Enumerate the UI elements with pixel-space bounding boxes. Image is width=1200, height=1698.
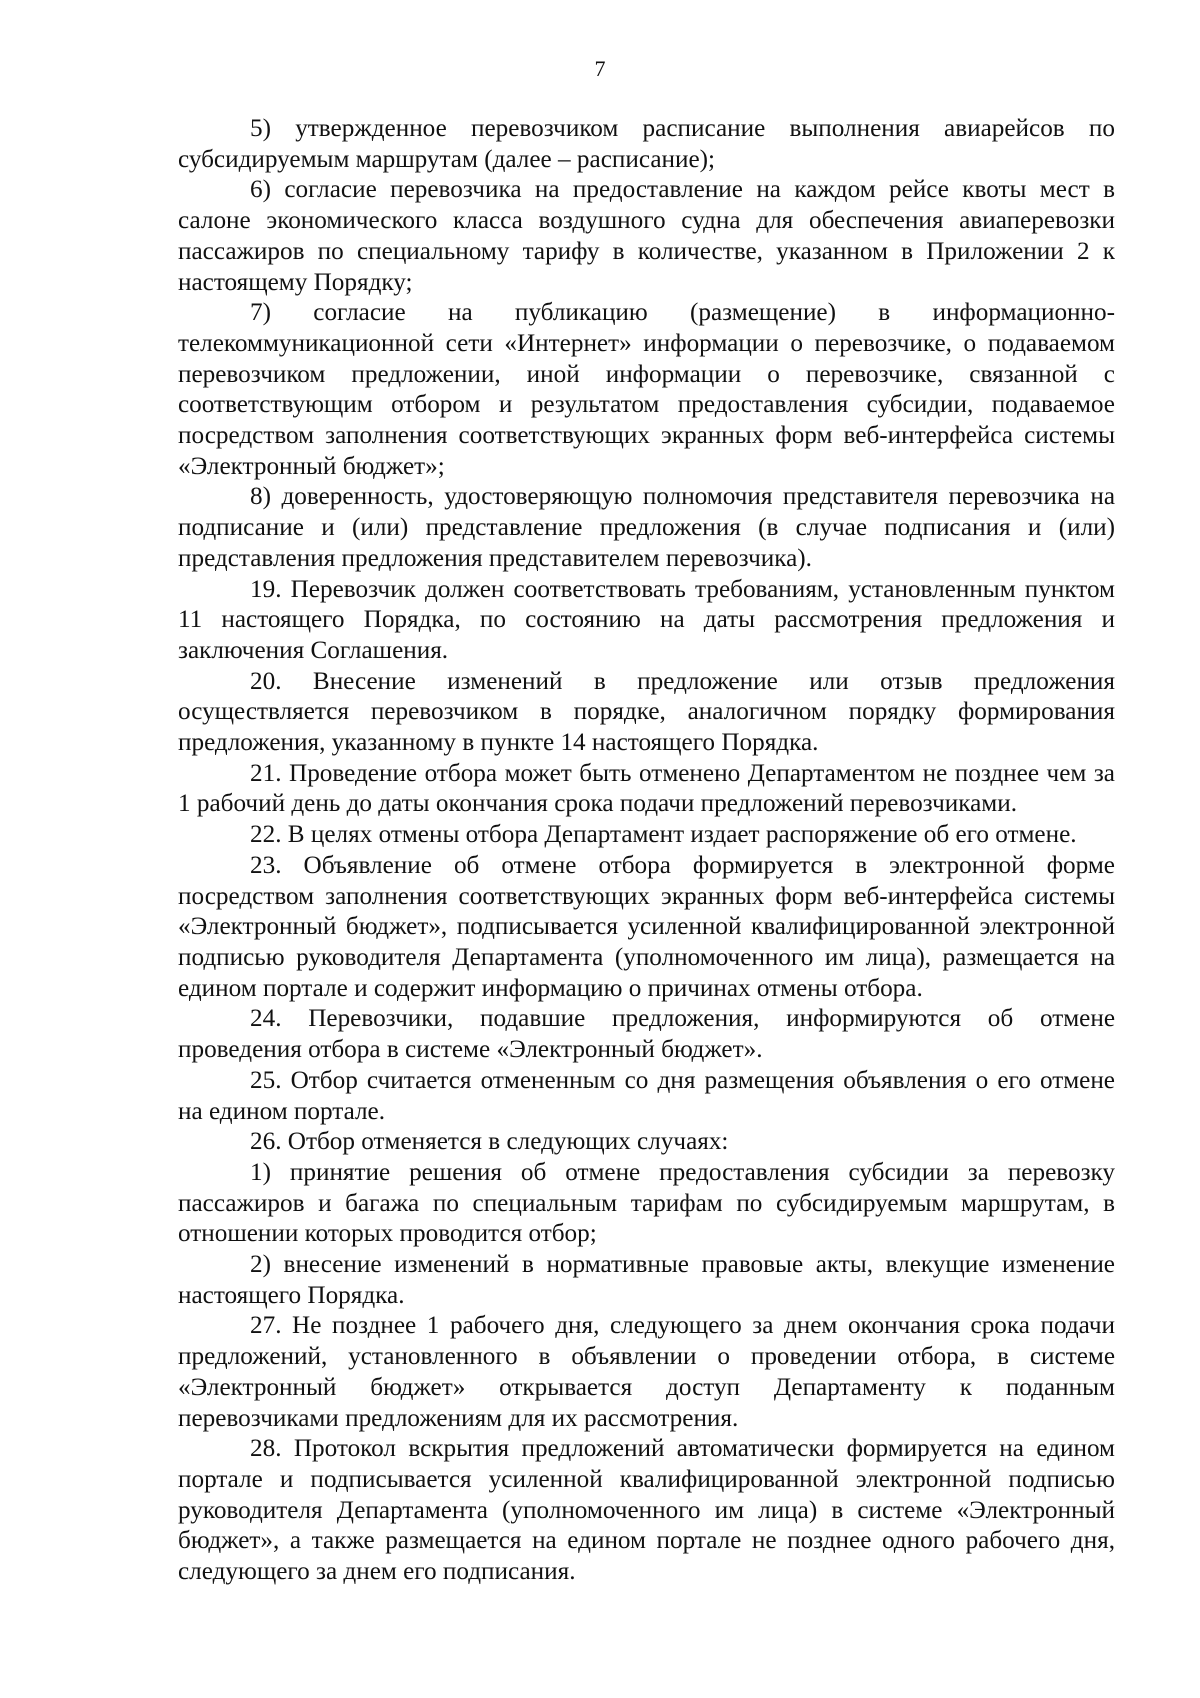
paragraph-23: 23. Объявление об отмене отбора формируется в электронной форме посредством заполнения соответствующих экранных форм веб-интерфейса системы «Электронный бюджет», подписывается усиленной квалифицированной электронной подписью руководителя Департамента (уполномоченного им лица), размещается на едином портале и содержит информацию о причинах отмены отбора. [178, 851, 1115, 1002]
paragraph-21: 21. Проведение отбора может быть отменено Департаментом не позднее чем за 1 рабочий день до даты окончания срока подачи предложений перевозчиками. [178, 759, 1115, 818]
document-body [178, 114, 1115, 1588]
page-number: 7 [594, 56, 606, 81]
paragraph-22: 22. В целях отмены отбора Департамент издает распоряжение об его отмене. [250, 821, 1077, 849]
paragraph-24: 24. Перевозчики, подавшие предложения, информируются об отмене проведения отбора в системе «Электронный бюджет». [178, 1005, 1115, 1064]
paragraph-26-item-2: 2) внесение изменений в нормативные правовые акты, влекущие изменение настоящего Порядка. [178, 1251, 1115, 1309]
paragraph-27: 27. Не позднее 1 рабочего дня, следующего за днем окончания срока подачи предложений, установленного в объявлении о проведении отбора, в системе «Электронный бюджет» открывается доступ Департаменту к поданным перевозчиками предложениям для их рассмотрения. [178, 1312, 1115, 1432]
paragraph-item-5-schedule: 5) утвержденное перевозчиком расписание выполнения авиарейсов по субсидируемым маршрутам (далее – расписание); [178, 115, 1115, 173]
paragraph-25: 25. Отбор считается отмененным со дня размещения объявления о его отмене на едином портале. [178, 1066, 1115, 1125]
paragraph-19: 19. Перевозчик должен соответствовать требованиям, установленным пунктом 11 настоящего Порядка, по состоянию на даты рассмотрения предложения и заключения Соглашения. [178, 575, 1115, 664]
paragraph-28: 28. Протокол вскрытия предложений автоматически формируется на едином портале и подписывается усиленной квалифицированной электронной подписью руководителя Департамента (уполномоченного им лица) в системе «Электронный бюджет», а также размещается на едином портале не позднее одного рабочего дня, следующего за днем его подписания. [178, 1435, 1115, 1586]
paragraph-item-8-power-of-attorney: 8) доверенность, удостоверяющую полномочия представителя перевозчика на подписание и (или) представление предложения (в случае подписания и (или) представления предложения представителем перевозчика). [178, 483, 1115, 572]
paragraph-item-6-quota-consent: 6) согласие перевозчика на предоставление на каждом рейсе квоты мест в салоне экономического класса воздушного судна для обеспечения авиаперевозки пассажиров по специальному тарифу в количестве, указанном в Приложении 2 к настоящему Порядку; [178, 176, 1115, 296]
paragraph-26: 26. Отбор отменяется в следующих случаях: [250, 1128, 729, 1156]
paragraph-20: 20. Внесение изменений в предложение или отзыв предложения осуществляется перевозчиком в порядке, аналогичном порядку формирования предложения, указанному в пункте 14 настоящего Порядка. [178, 667, 1115, 757]
paragraph-item-7-publication-consent: 7) согласие на публикацию (размещение) в информационно-телекоммуникационной сети «Интернет» информации о перевозчике, о подаваемом перевозчиком предложении, иной информации о перевозчике, связанной с соответствующим отбором и результатом предоставления субсидии, подаваемое посредством заполнения соответствующих экранных форм веб-интерфейса системы «Электронный бюджет»; [178, 299, 1115, 480]
paragraph-26-item-1: 1) принятие решения об отмене предоставления субсидии за перевозку пассажиров и багажа по специальным тарифам по субсидируемым маршрутам, в отношении которых проводится отбор; [178, 1158, 1115, 1248]
